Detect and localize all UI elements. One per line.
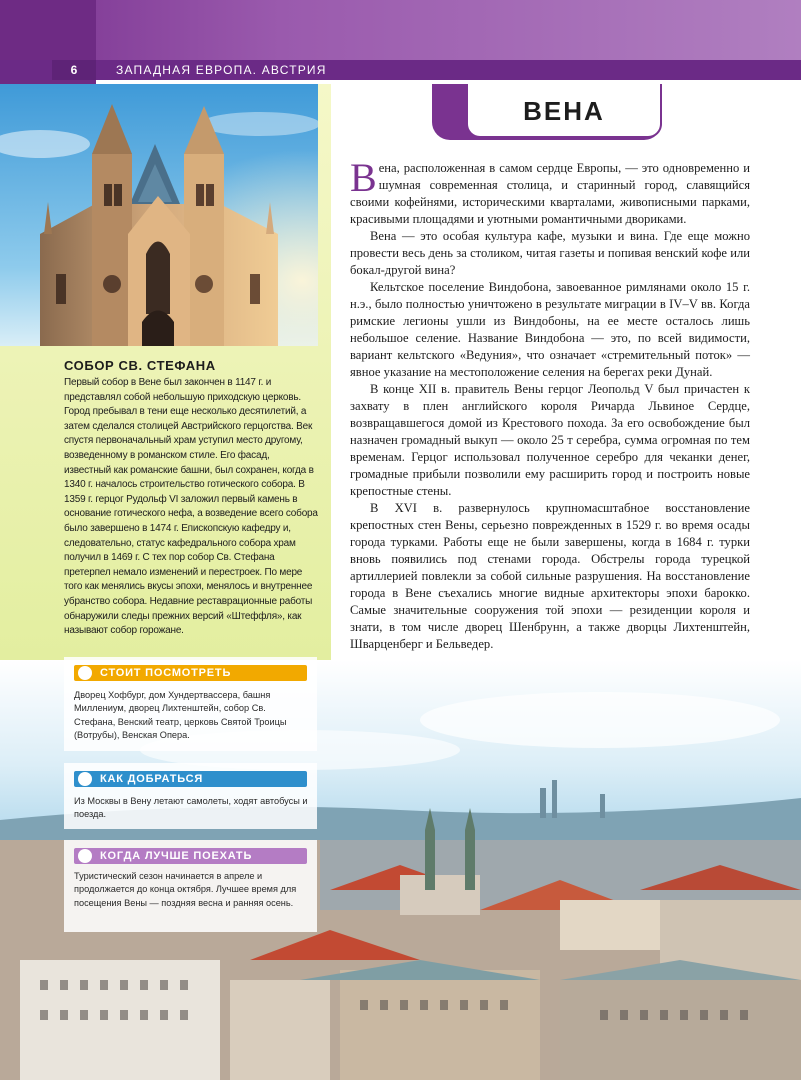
info-box-getting-there-title: КАК ДОБРАТЬСЯ [100, 773, 204, 785]
article-paragraph-5: В XVI в. развернулось крупномасштабное восстановление крепостных стен Вены, серьезно поврежденных в 1529 г. во время осады города турками. Работы еще не были завершены, когда в 1684 г. турки вновь появились под стенами города. Обстрелы города турецкой артиллерией повлекли за собой сильные разрушения. На восстановление города в Вене съехались многие видные архитекторы эпохи барокко. Самые значительные сооружения той эпохи — резиденции короля и знати, в том числе дворец Шенбрунн, а также дворцы Лихтенштейн, Шварценберг и Бельведер. [350, 501, 750, 651]
info-box-see-header [74, 665, 307, 681]
eye-icon [78, 666, 92, 680]
calendar-icon [78, 849, 92, 863]
info-box-when-to-go-header [74, 848, 307, 864]
info-box-see-text: Дворец Хофбург, дом Хундертвассера, башня Миллениум, дворец Лихтенштейн, собор Св. Стефана, Венский театр, церковь Святой Троицы (Вотрубы), Венская Опера. [74, 690, 287, 741]
page-number: 6 [70, 63, 78, 77]
st-stephens-cathedral-photo [0, 84, 318, 346]
drop-cap: В [350, 155, 377, 200]
bus-icon [78, 772, 92, 786]
info-box-when-to-go-title: КОГДА ЛУЧШЕ ПОЕХАТЬ [100, 850, 253, 862]
article-paragraph-1 [350, 155, 750, 228]
info-box-when-to-go [64, 840, 317, 932]
info-box-see-title: СТОИТ ПОСМОТРЕТЬ [100, 667, 232, 679]
cathedral-section-title: СОБОР СВ. СТЕФАНА [64, 358, 216, 373]
info-box-see [64, 657, 317, 751]
running-header-title: ЗАПАДНАЯ ЕВРОПА. АВСТРИЯ [116, 63, 327, 77]
page-title: ВЕНА [523, 96, 605, 126]
info-box-getting-there [64, 763, 317, 829]
info-box-getting-there-header [74, 771, 307, 787]
article-paragraph-2: Вена — это особая культура кафе, музыки и вина. Где еще можно провести весь день за столиком, читая газеты и попивая венский кофе или бокал-другой вина? [350, 229, 750, 277]
cathedral-section-text: Первый собор в Вене был закончен в 1147 г. и представлял собой небольшую приходскую церковь. Город пребывал в тени еще несколько десятилетий, а затем сделался столицей Австрийского герцогства. Век спустя первоначальный храм уступил место другому, возведенному в романском стиле. Его фасад, известный как романские башни, был сохранен, когда в 1340 г. началось строительство готического собора. В 1359 г. герцог Рудольф VI заложил первый камень в основание готического нефа, а возведение всего собора было завершено в 1474 г. Епископскую кафедру и, следовательно, статус кафедрального собора храм получил в 1469 г. С тех пор собор Св. Стефана претерпел немало изменений и перестроек. По мере того как менялись вкусы эпохи, менялось и внутреннее убранство собора. Недавние реставрационные работы обнаружили следы прежних версий «Штеффля», как называют собор горожане. [64, 377, 318, 637]
article-paragraph-3: Кельтское поселение Виндобона, завоеванное римлянами около 15 г. н.э., было полностью уничтожено в результате миграции в IV–V вв. Когда римские легионы ушли из Виндобоны, на ее месте осталось лишь небольшое селение. Название Виндобона — это, по всей видимости, вариант кельтского «Ведуния», что означает «стремительный поток» — явное указание на местоположение селения на берегах реки Дунай. [350, 280, 750, 379]
info-box-getting-there-text: Из Москвы в Вену летают самолеты, ходят автобусы и поезда. [74, 796, 308, 820]
article-paragraph-4: В конце XII в. правитель Вены герцог Леопольд V был причастен к захвату в плен английского короля Ричарда Львиное Сердце, возвращавшегося домой из Крестового похода. За его освобождение был назначен громадный выкуп — около 25 т серебра, сумма огромная по тем временам. Герцог использовал полученное серебро для чеканки денег, громадные прибыли позволили ему расширить город и построить новые крепостные стены. [350, 382, 750, 498]
info-box-when-to-go-text: Туристический сезон начинается в апреле и продолжается до конца октября. Лучшее время для посещения Вены — поздняя весна и ранняя осень. [74, 871, 297, 908]
top-color-band [0, 0, 801, 60]
main-article [350, 155, 750, 653]
article-paragraph-1-text: ена, расположенная в самом сердце Европы, — это одновременно и шумная современная столица, и старинный город, славящийся своими кофейнями, историческими кварталами, живописными парками, красивыми площадями и уютными романтичными двориками. [350, 161, 750, 226]
